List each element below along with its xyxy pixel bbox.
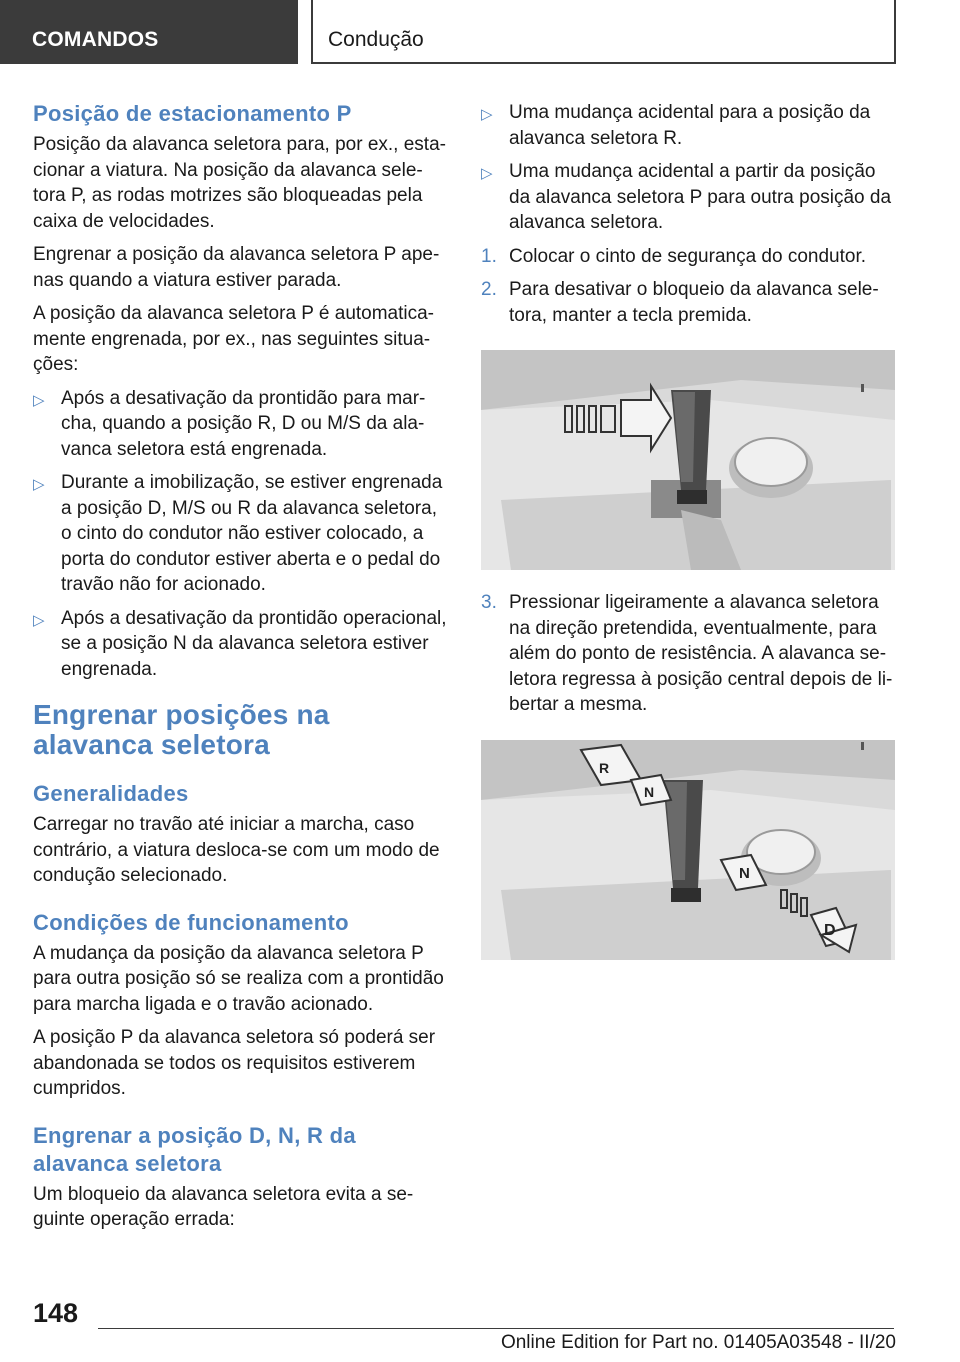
selector-lever-illustration (481, 350, 895, 570)
list-item-text: Após a desativação da prontidão operacional, se a posição N da alavanca seletora estiver engrenada. (61, 607, 447, 680)
section-title: COMANDOS (32, 28, 159, 51)
paragraph: A posição P da alavanca seletora só poderá ser abandonada se todos os requisitos estiverem cumpridos. (33, 1027, 436, 1099)
page-number: 148 (33, 1298, 79, 1328)
list-item-text: Uma mudança acidental para a posição da alavanca seletora R. (509, 102, 871, 149)
step-item (481, 277, 895, 328)
figure-selector-lever-unlock (481, 350, 895, 570)
step-number: 2. (481, 279, 497, 300)
triangle-bullet-icon: ▷ (481, 165, 493, 182)
paragraph: A posição da alavanca seletora P é automatica‐ mente engrenada, por ex., nas seguintes situa‐ ções: (33, 303, 435, 375)
selector-directions-illustration (481, 740, 895, 960)
section-tab (0, 0, 298, 64)
heading-engage-positions: Engrenar posições na alavanca seletora (33, 699, 330, 760)
paragraph: Carregar no travão até iniciar a marcha, caso contrário, a viatura desloca-se com um modo de condução selecionado. (33, 814, 440, 886)
chapter-box (311, 0, 896, 64)
triangle-bullet-icon: ▷ (33, 476, 45, 493)
triangle-bullet-icon: ▷ (481, 106, 493, 123)
heading-parking-position: Posição de estacionamento P (33, 101, 352, 126)
list-item-text: Após a desativação da prontidão para mar‐ cha, quando a posição R, D ou M/S da ala‐ vanca seletora está engrenada. (61, 387, 426, 460)
figure-selector-lever-directions (481, 740, 895, 960)
list-item (481, 100, 895, 151)
heading-engage-dnr: Engrenar a posição D, N, R da alavanca seletora (33, 1122, 356, 1176)
triangle-bullet-icon: ▷ (33, 611, 45, 629)
step-number: 1. (481, 245, 497, 267)
list-item-text: Durante a imobilização, se estiver engrenada a posição D, M/S ou R da alavanca seletora, o cinto do condutor não estiver colocado, a porta do condutor estiver aberta e o pedal do travão não for acionado. (61, 472, 443, 595)
list-item (33, 606, 447, 683)
list-item (481, 159, 895, 236)
paragraph: A mudança da posição da alavanca seletora P para outra posição só se realiza com a prontidão para marcha ligada e o travão acionado. (33, 942, 444, 1015)
step-number: 3. (481, 592, 497, 613)
arrow-label-n-top: N (644, 783, 655, 800)
list-item (33, 386, 447, 463)
arrow-label-n-right: N (739, 864, 750, 882)
triangle-bullet-icon: ▷ (33, 391, 45, 409)
arrow-label-r: R (599, 759, 610, 776)
paragraph: Engrenar a posição da alavanca seletora P ape‐ nas quando a viatura estiver parada. (33, 244, 440, 291)
paragraph: Posição da alavanca seletora para, por ex., esta‐ cionar a viatura. Na posição da alavanca sele‐ tora P, as rodas motrizes são bloqueadas pela caixa de velocidades. (33, 134, 446, 232)
step-text: Pressionar ligeiramente a alavanca seletora na direção pretendida, eventualmente, para além do ponto de resistência. A alavanca se‐ letora regressa à posição central depois de li‐ bertar a mesma. (509, 592, 893, 715)
left-column (33, 100, 447, 1241)
step-text: Para desativar o bloqueio da alavanca sele‐ tora, manter a tecla premida. (509, 279, 879, 326)
step-item (481, 244, 895, 270)
heading-general: Generalidades (33, 781, 189, 806)
right-column (481, 100, 895, 980)
heading-conditions: Condições de funcionamento (33, 909, 349, 935)
paragraph: Um bloqueio da alavanca seletora evita a se‐ guinte operação errada: (33, 1183, 414, 1230)
list-item-text: Uma mudança acidental a partir da posição da alavanca seletora P para outra posição da alavanca seletora. (509, 161, 892, 233)
list-item (33, 470, 447, 598)
edition-note: Online Edition for Part no. 01405A03548 - II/20 (500, 1332, 896, 1353)
chapter-title: Condução (328, 28, 424, 51)
arrow-label-d: D (824, 921, 836, 939)
footer-divider (98, 1328, 894, 1329)
step-text: Colocar o cinto de segurança do condutor. (509, 245, 867, 267)
step-item (481, 590, 895, 718)
